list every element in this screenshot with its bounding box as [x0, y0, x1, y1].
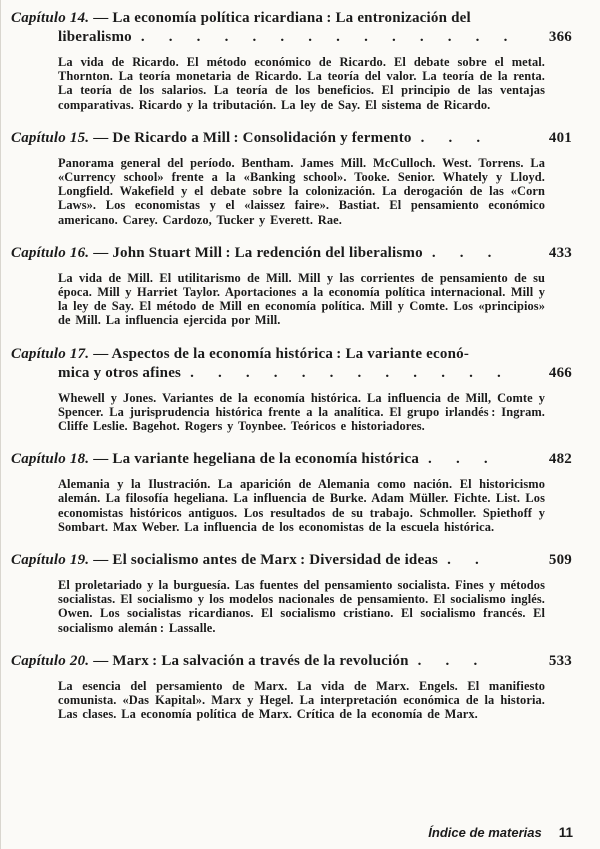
chapter-page-number: 533: [548, 652, 572, 669]
leader-dots: . . . . . . . . . . . .: [190, 364, 501, 381]
chapter-summary: El proletariado y la burguesía. Las fuentes del pensamiento socialista. Fines y métodos socialistas. El socialismo y los modelos nacionales de pensamiento. El socialismo inglés. Owen. Los socialistas ricardianos. El socialismo cristiano. El socialismo francés. El socialismo alemán : Lassalle.: [58, 578, 545, 635]
chapter-summary: La vida de Ricardo. El método económico de Ricardo. El debate sobre el metal. Thornton. La teoría monetaria de Ricardo. La teoría del valor. La teoría de la renta. La teoría de los salarios. La teoría de los beneficios. El principio de las ventajas comparativas. Ricardo y la tributación. La ley de Say. El sistema de Ricardo.: [58, 55, 545, 112]
chapter-heading: [1, 9, 600, 47]
chapter-title: De Ricardo a Mill : Consolidación y fermento: [112, 129, 412, 146]
chapter-label: Capítulo 19.: [11, 552, 90, 569]
dash-separator: —: [89, 10, 113, 26]
chapter-page-number: 466: [548, 364, 572, 381]
chapter-title: La variante hegeliana de la economía histórica: [112, 451, 420, 468]
dash-separator: —: [89, 345, 112, 362]
toc-entry: [1, 345, 600, 434]
chapter-page-number: 482: [548, 451, 572, 468]
chapter-title: El socialismo antes de Marx : Diversidad de ideas: [112, 552, 439, 569]
chapter-summary: La vida de Mill. El utilitarismo de Mill. Mill y las corrientes de pensamiento de su época. Mill y Harriet Taylor. Aportaciones a la economía política internacional. Mill y la ley de Say. El método de Mill en economía política. Mill y Comte. Los «principios» de Mill. La influencia ejercida por Mill.: [58, 270, 545, 328]
chapter-label: Capítulo 15.: [11, 129, 90, 146]
toc-entry: [1, 129, 600, 227]
toc-entry: [1, 450, 600, 534]
page-footer: [428, 825, 573, 840]
chapter-label: Capítulo 14.: [11, 10, 90, 26]
dash-separator: —: [89, 244, 113, 261]
chapter-summary: Alemania y la Ilustración. La aparición de Alemania como nación. El historicismo alemán. La filosofía hegeliana. La influencia de Burke. Adam Müller. Fichte. List. Los economistas históricos antiguos. Los resultados de su trabajo. Schmoller. Spiethoff y Sombart. Max Weber. La influencia de los economistas de la escuela histórica.: [58, 477, 545, 534]
dash-separator: —: [89, 652, 113, 669]
chapter-title: La economía política ricardiana : La entronización del liberalismo: [58, 10, 471, 45]
chapter-heading: [1, 244, 600, 263]
chapter-summary: Panorama general del período. Bentham. James Mill. McCulloch. West. Torrens. La «Currency school» frente a la «Banking school». Tooke. Senior. Whately y Lloyd. Longfield. Wakefield y el debate sobre la colonización. La derogación de las «Corn Laws». Los economistas y el «laissez faire». Bastiat. El pensamiento económico americano. Carey. Cardozo, Tucker y Everett. Rae.: [58, 155, 545, 227]
chapter-summary: Whewell y Jones. Variantes de la economía histórica. La influencia de Mill, Comte y Spencer. La jurisprudencia histórica frente a la analítica. El grupo irlandés : Ingram. Cliffe Leslie. Bagehot. Rogers y Toynbee. Teóricos e historiadores.: [58, 390, 545, 434]
toc-entry: [1, 652, 600, 722]
chapter-page-number: 509: [548, 552, 572, 569]
chapter-label: Capítulo 18.: [11, 451, 90, 468]
leader-dots: . . .: [420, 129, 481, 146]
chapter-label: Capítulo 17.: [11, 345, 90, 362]
chapter-page-number: 401: [548, 129, 572, 146]
chapter-title: John Stuart Mill : La redención del liberalismo: [112, 244, 423, 261]
chapter-heading: [1, 450, 600, 469]
chapter-label: Capítulo 16.: [11, 244, 90, 261]
chapter-heading: [1, 345, 600, 383]
footer-section-title: Índice de materias: [428, 825, 542, 840]
leader-dots: . . . . . . . . . . . . . .: [140, 29, 508, 45]
leader-dots: . . .: [431, 244, 492, 261]
chapter-heading: [1, 551, 600, 570]
chapter-heading: [1, 129, 600, 148]
folio-page-number: 11: [558, 825, 573, 840]
toc-entry: [1, 551, 600, 635]
chapter-title: Marx : La salvación a través de la revolución: [112, 652, 409, 669]
dash-separator: —: [89, 552, 113, 569]
chapter-label: Capítulo 20.: [11, 652, 90, 669]
chapter-heading: [1, 652, 600, 671]
leader-dots: . . .: [417, 652, 478, 669]
toc-list: [1, 9, 600, 721]
dash-separator: —: [89, 129, 113, 146]
dash-separator: —: [89, 451, 113, 468]
chapter-page-number: 433: [548, 244, 572, 261]
toc-entry: [1, 244, 600, 328]
toc-entry: [1, 9, 600, 112]
leader-dots: . . .: [428, 451, 488, 468]
chapter-page-number: 366: [548, 29, 572, 45]
leader-dots: . .: [447, 552, 479, 569]
chapter-title: Aspectos de la economía histórica : La variante econó- mica y otros afines: [58, 345, 470, 381]
chapter-summary: La esencia del persamiento de Marx. La vida de Marx. Engels. El manifiesto comunista. «Das Kapital». Marx y Hegel. La interpretación económica de la historia. Las clases. La economía política de Marx. Crítica de la economía de Marx.: [58, 678, 545, 722]
